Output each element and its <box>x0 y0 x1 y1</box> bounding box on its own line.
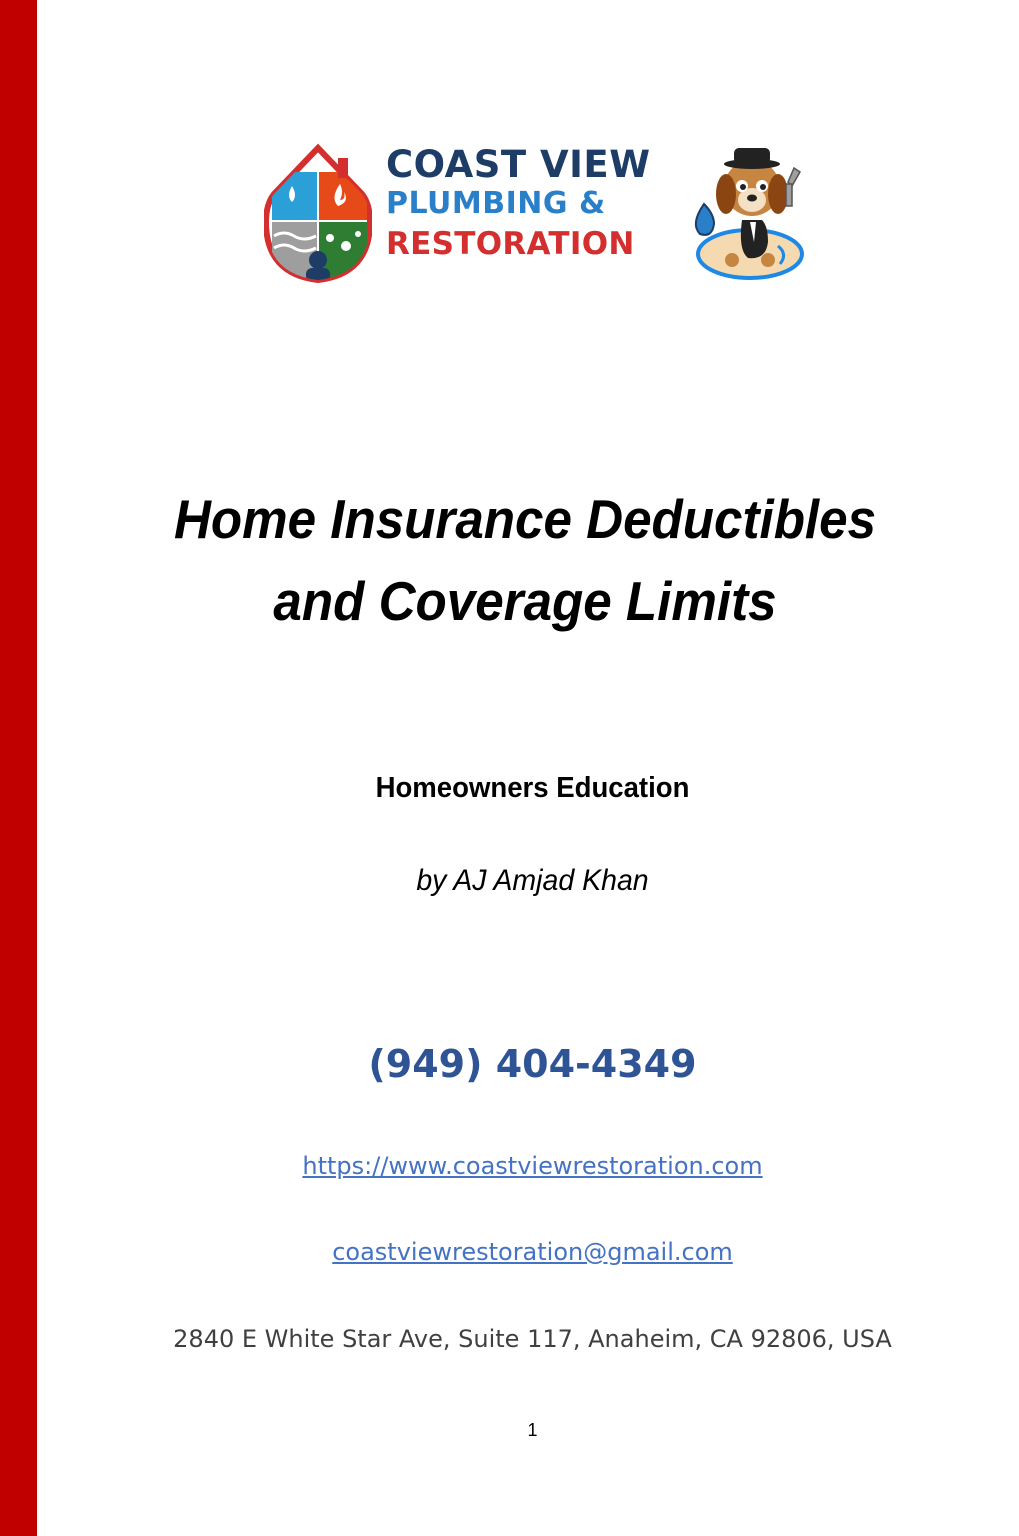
page-number: 1 <box>527 1420 538 1440</box>
title-line-1: Home Insurance Deductibles <box>173 488 877 550</box>
phone-number: (949) 404-4349 <box>368 1042 697 1086</box>
brand-line-1: COAST VIEW <box>386 143 651 186</box>
title-line-2: and Coverage Limits <box>273 570 777 632</box>
document-author: by AJ Amjad Khan <box>416 864 649 897</box>
email-link[interactable]: coastviewrestoration@gmail.com <box>332 1238 733 1266</box>
brand-line-3: RESTORATION <box>386 226 635 262</box>
house-drop-emblem-icon <box>264 142 372 284</box>
company-logo <box>262 138 810 288</box>
brand-line-2: PLUMBING & <box>386 186 606 221</box>
document-subtitle: Homeowners Education <box>375 772 690 804</box>
company-address: 2840 E White Star Ave, Suite 117, Anaheim, CA 92806, USA <box>173 1325 892 1353</box>
website-link[interactable]: https://www.coastviewrestoration.com <box>302 1152 763 1180</box>
left-accent-bar <box>0 0 37 1536</box>
plumber-dog-mascot-icon <box>682 138 810 286</box>
document-title <box>130 478 921 642</box>
